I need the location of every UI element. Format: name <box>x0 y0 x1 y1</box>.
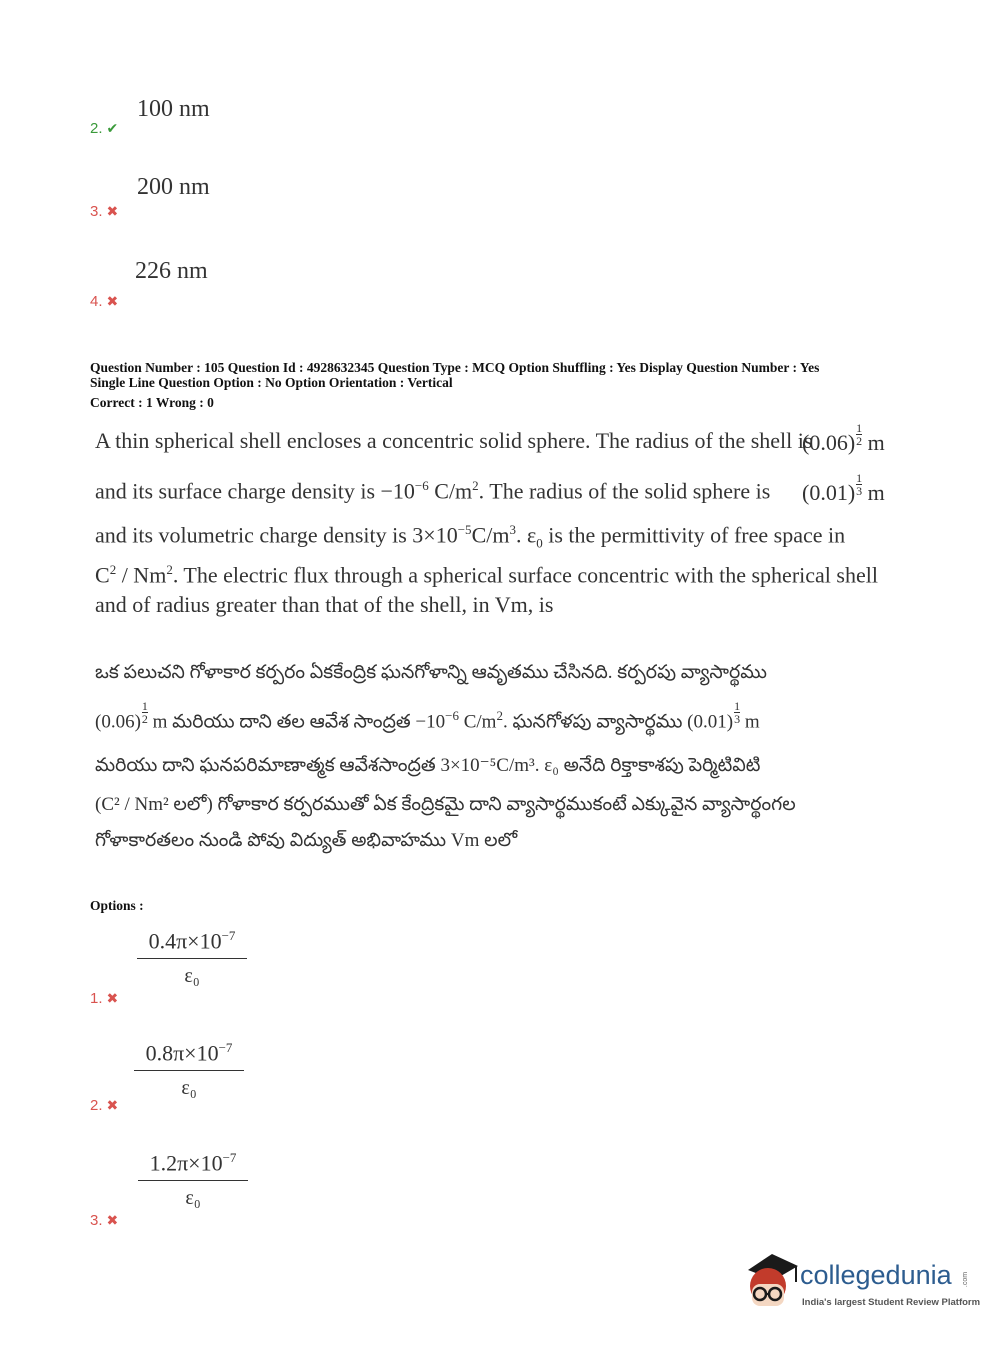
question-en-line5: and of radius greater than that of the shell, in Vm, is <box>95 592 554 617</box>
option-2-value: 100 nm <box>137 96 210 122</box>
collegedunia-logo: collegedunia .com India's largest Student Review Platform <box>742 1250 972 1320</box>
question-en-line1: A thin spherical shell encloses a concentric solid sphere. The radius of the shell is (0.06) $\frac{1}{2}$ m <box>95 421 885 455</box>
cross-icon: ✖ <box>106 293 119 309</box>
question-te-line1: ఒక పలుచని గోళాకార కర్పరం ఏకకేంద్రిక ఘనగోళాన్ని ఆవృతము చేసినది. కర్పరపు వ్యాసార్థము <box>95 662 767 683</box>
brand-name: collegedunia <box>800 1260 952 1290</box>
question-te-line2: (0.06) $\frac{1}{2}$ m మరియు దాని తల ఆవేశ సాంద్రత $-10^{-6}$ $C/m^2$. ఘనగోళపు వ్యాసార్థము (0.01) $\frac{1}{3}$ m <box>95 699 760 733</box>
question-en-line3: and its volumetric charge density is $3\times 10^{-5}C/m^3$. $\varepsilon_0$ is the permittivity of free space in <box>95 522 846 551</box>
question-meta-line1: Question Number : 105 Question Id : 4928632345 Question Type : MCQ Option Shuffling : Yes Display Question Number : Yes <box>90 360 820 375</box>
check-icon: ✔ <box>106 120 119 136</box>
question-meta-line3: Correct : 1 Wrong : 0 <box>90 395 214 410</box>
question-te-line4: (C² / Nm² లలో) గోళాకార కర్పరముతో ఏక కేంద్రికమై దాని వ్యాసార్థముకంటే ఎక్కువైన వ్యాసార్థంగల <box>95 794 796 815</box>
option-3-label: 3. ✖ <box>90 203 119 220</box>
question-en-line4: $C^2 / Nm^2$. The electric flux through a spherical surface concentric with the spherical shell <box>95 562 878 588</box>
brand-tagline: India's largest Student Review Platform <box>802 1297 981 1308</box>
option-4-label: 4. ✖ <box>90 293 119 310</box>
question-te-line5: గోళాకారతలం నుండి పోవు విద్యుత్ అభివాహము Vm లలో <box>95 830 518 851</box>
option-2-label: 2. ✔ <box>90 120 119 137</box>
options-label: Options : <box>90 898 144 913</box>
question-te-line3: మరియు దాని ఘనపరిమాణాత్మక ఆవేశసాంద్రత 3×10⁻⁵C/m³. ε₀ అనేది రిక్తాకాశపు పెర్మిటివిటి <box>95 755 761 776</box>
option-4-value: 226 nm <box>135 258 208 284</box>
option-3b-label: 3. ✖ <box>90 1212 119 1229</box>
cross-icon: ✖ <box>106 203 119 219</box>
question-en-line2: and its surface charge density is $-10^{-6}$ $C/m^2$. The radius of the solid sphere is (0.01) $\frac{1}{3}$ m <box>95 471 885 505</box>
option-1-fraction: $\frac{0.4\pi\times 10^{-7}}{\text{ε₀}}$ <box>137 928 247 988</box>
option-3-value: 200 nm <box>137 174 210 200</box>
option-2b-label: 2. ✖ <box>90 1097 119 1114</box>
option-3-fraction: $\frac{1.2\pi\times 10^{-7}}{\text{ε₀}}$ <box>138 1150 248 1210</box>
cross-icon: ✖ <box>106 990 119 1006</box>
option-1-label: 1. ✖ <box>90 990 119 1007</box>
cross-icon: ✖ <box>106 1212 119 1228</box>
question-meta-line2: Single Line Question Option : No Option Orientation : Vertical <box>90 375 453 390</box>
cross-icon: ✖ <box>106 1097 119 1113</box>
option-2-fraction: $\frac{0.8\pi\times 10^{-7}}{\text{ε₀}}$ <box>134 1040 244 1100</box>
student-mascot-icon <box>742 1250 802 1316</box>
